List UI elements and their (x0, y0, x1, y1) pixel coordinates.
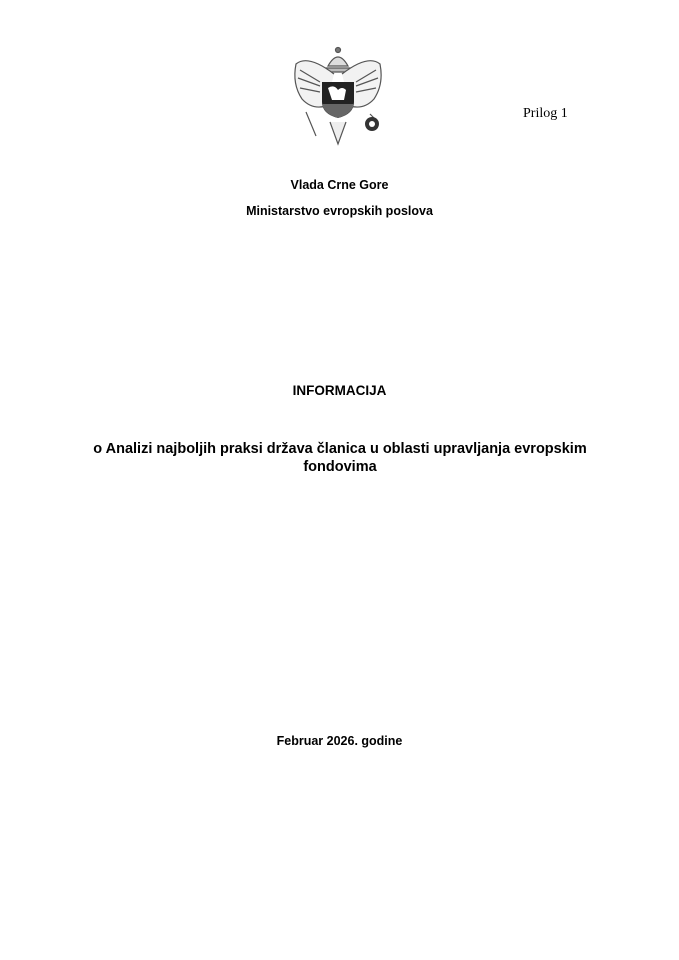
ministry-name: Ministarstvo evropskih poslova (246, 204, 433, 218)
document-date: Februar 2026. godine (276, 734, 403, 748)
document-title: INFORMACIJA (292, 383, 387, 398)
document-subtitle: o Analizi najboljih praksi država članica u oblasti upravljanja evropskim fondovima (93, 441, 587, 475)
government-name: Vlada Crne Gore (290, 178, 389, 192)
coat-of-arms-emblem (288, 44, 388, 148)
annex-label: Prilog 1 (523, 106, 568, 121)
